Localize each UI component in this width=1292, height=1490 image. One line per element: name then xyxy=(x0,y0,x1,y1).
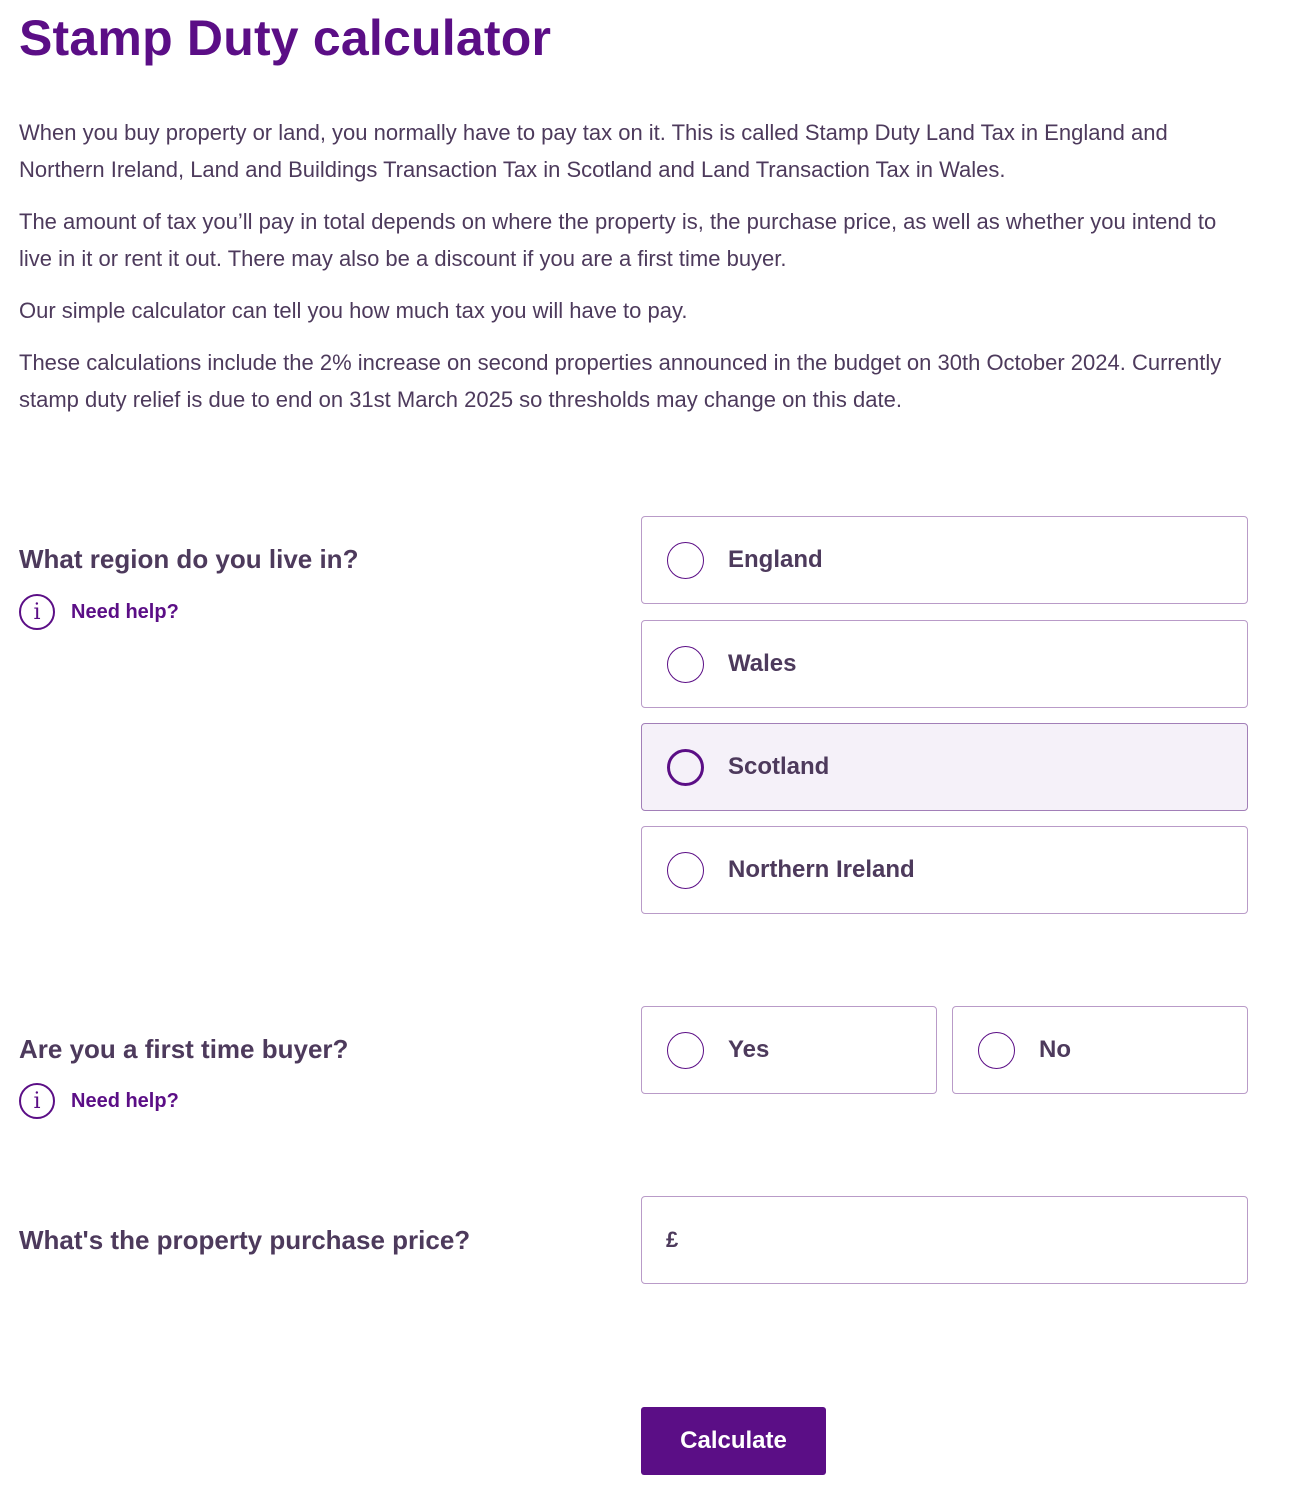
pound-sign: £ xyxy=(666,1227,679,1252)
option-label: Northern Ireland xyxy=(728,856,915,883)
option-label: No xyxy=(1039,1036,1071,1063)
purchase-price-input[interactable] xyxy=(678,1197,1247,1283)
region-option-scotland[interactable] xyxy=(641,723,1248,811)
region-option-england[interactable] xyxy=(641,516,1248,604)
radio-button[interactable] xyxy=(667,1032,704,1069)
intro-paragraph: The amount of tax you’ll pay in total depends on where the property is, the purchase price, as well as whether you intend to live in it or rent it out. There may also be a discount if you are a first time buyer. xyxy=(19,209,1217,271)
option-label: Wales xyxy=(728,650,797,677)
region-question: What region do you live in? xyxy=(19,544,359,574)
help-link-label: Need help? xyxy=(71,600,179,623)
purchase-price-field[interactable] xyxy=(641,1196,1248,1284)
first-time-buyer-option-yes[interactable] xyxy=(641,1006,937,1094)
page-title: Stamp Duty calculator xyxy=(19,10,552,66)
radio-button[interactable] xyxy=(667,852,704,889)
first-time-buyer-option-no[interactable] xyxy=(952,1006,1248,1094)
first-time-buyer-help-link[interactable] xyxy=(19,1083,179,1119)
radio-button[interactable] xyxy=(667,646,704,683)
radio-button[interactable] xyxy=(667,542,704,579)
region-help-link[interactable] xyxy=(19,594,179,630)
info-icon: i xyxy=(19,1083,55,1119)
intro-text xyxy=(19,114,1239,433)
radio-button[interactable] xyxy=(667,749,704,786)
info-icon: i xyxy=(19,594,55,630)
purchase-price-question: What's the property purchase price? xyxy=(19,1225,471,1255)
option-label: Yes xyxy=(728,1036,770,1063)
intro-paragraph: When you buy property or land, you normally have to pay tax on it. This is called Stamp Duty Land Tax in England and Northern Ireland, Land and Buildings Transaction Tax in Scotland and Land Transaction Tax in Wales. xyxy=(19,120,1168,182)
intro-paragraph: These calculations include the 2% increase on second properties announced in the budget on 30th October 2024. Currently stamp duty relief is due to end on 31st March 2025 so thresholds may change on this date. xyxy=(19,350,1222,412)
option-label: England xyxy=(728,546,823,573)
first-time-buyer-question: Are you a first time buyer? xyxy=(19,1034,349,1064)
radio-button[interactable] xyxy=(978,1032,1015,1069)
intro-paragraph: Our simple calculator can tell you how much tax you will have to pay. xyxy=(19,298,688,323)
calculate-button[interactable]: Calculate xyxy=(641,1407,826,1475)
help-link-label: Need help? xyxy=(71,1089,179,1112)
region-option-wales[interactable] xyxy=(641,620,1248,708)
option-label: Scotland xyxy=(728,753,830,780)
region-option-northern-ireland[interactable] xyxy=(641,826,1248,914)
